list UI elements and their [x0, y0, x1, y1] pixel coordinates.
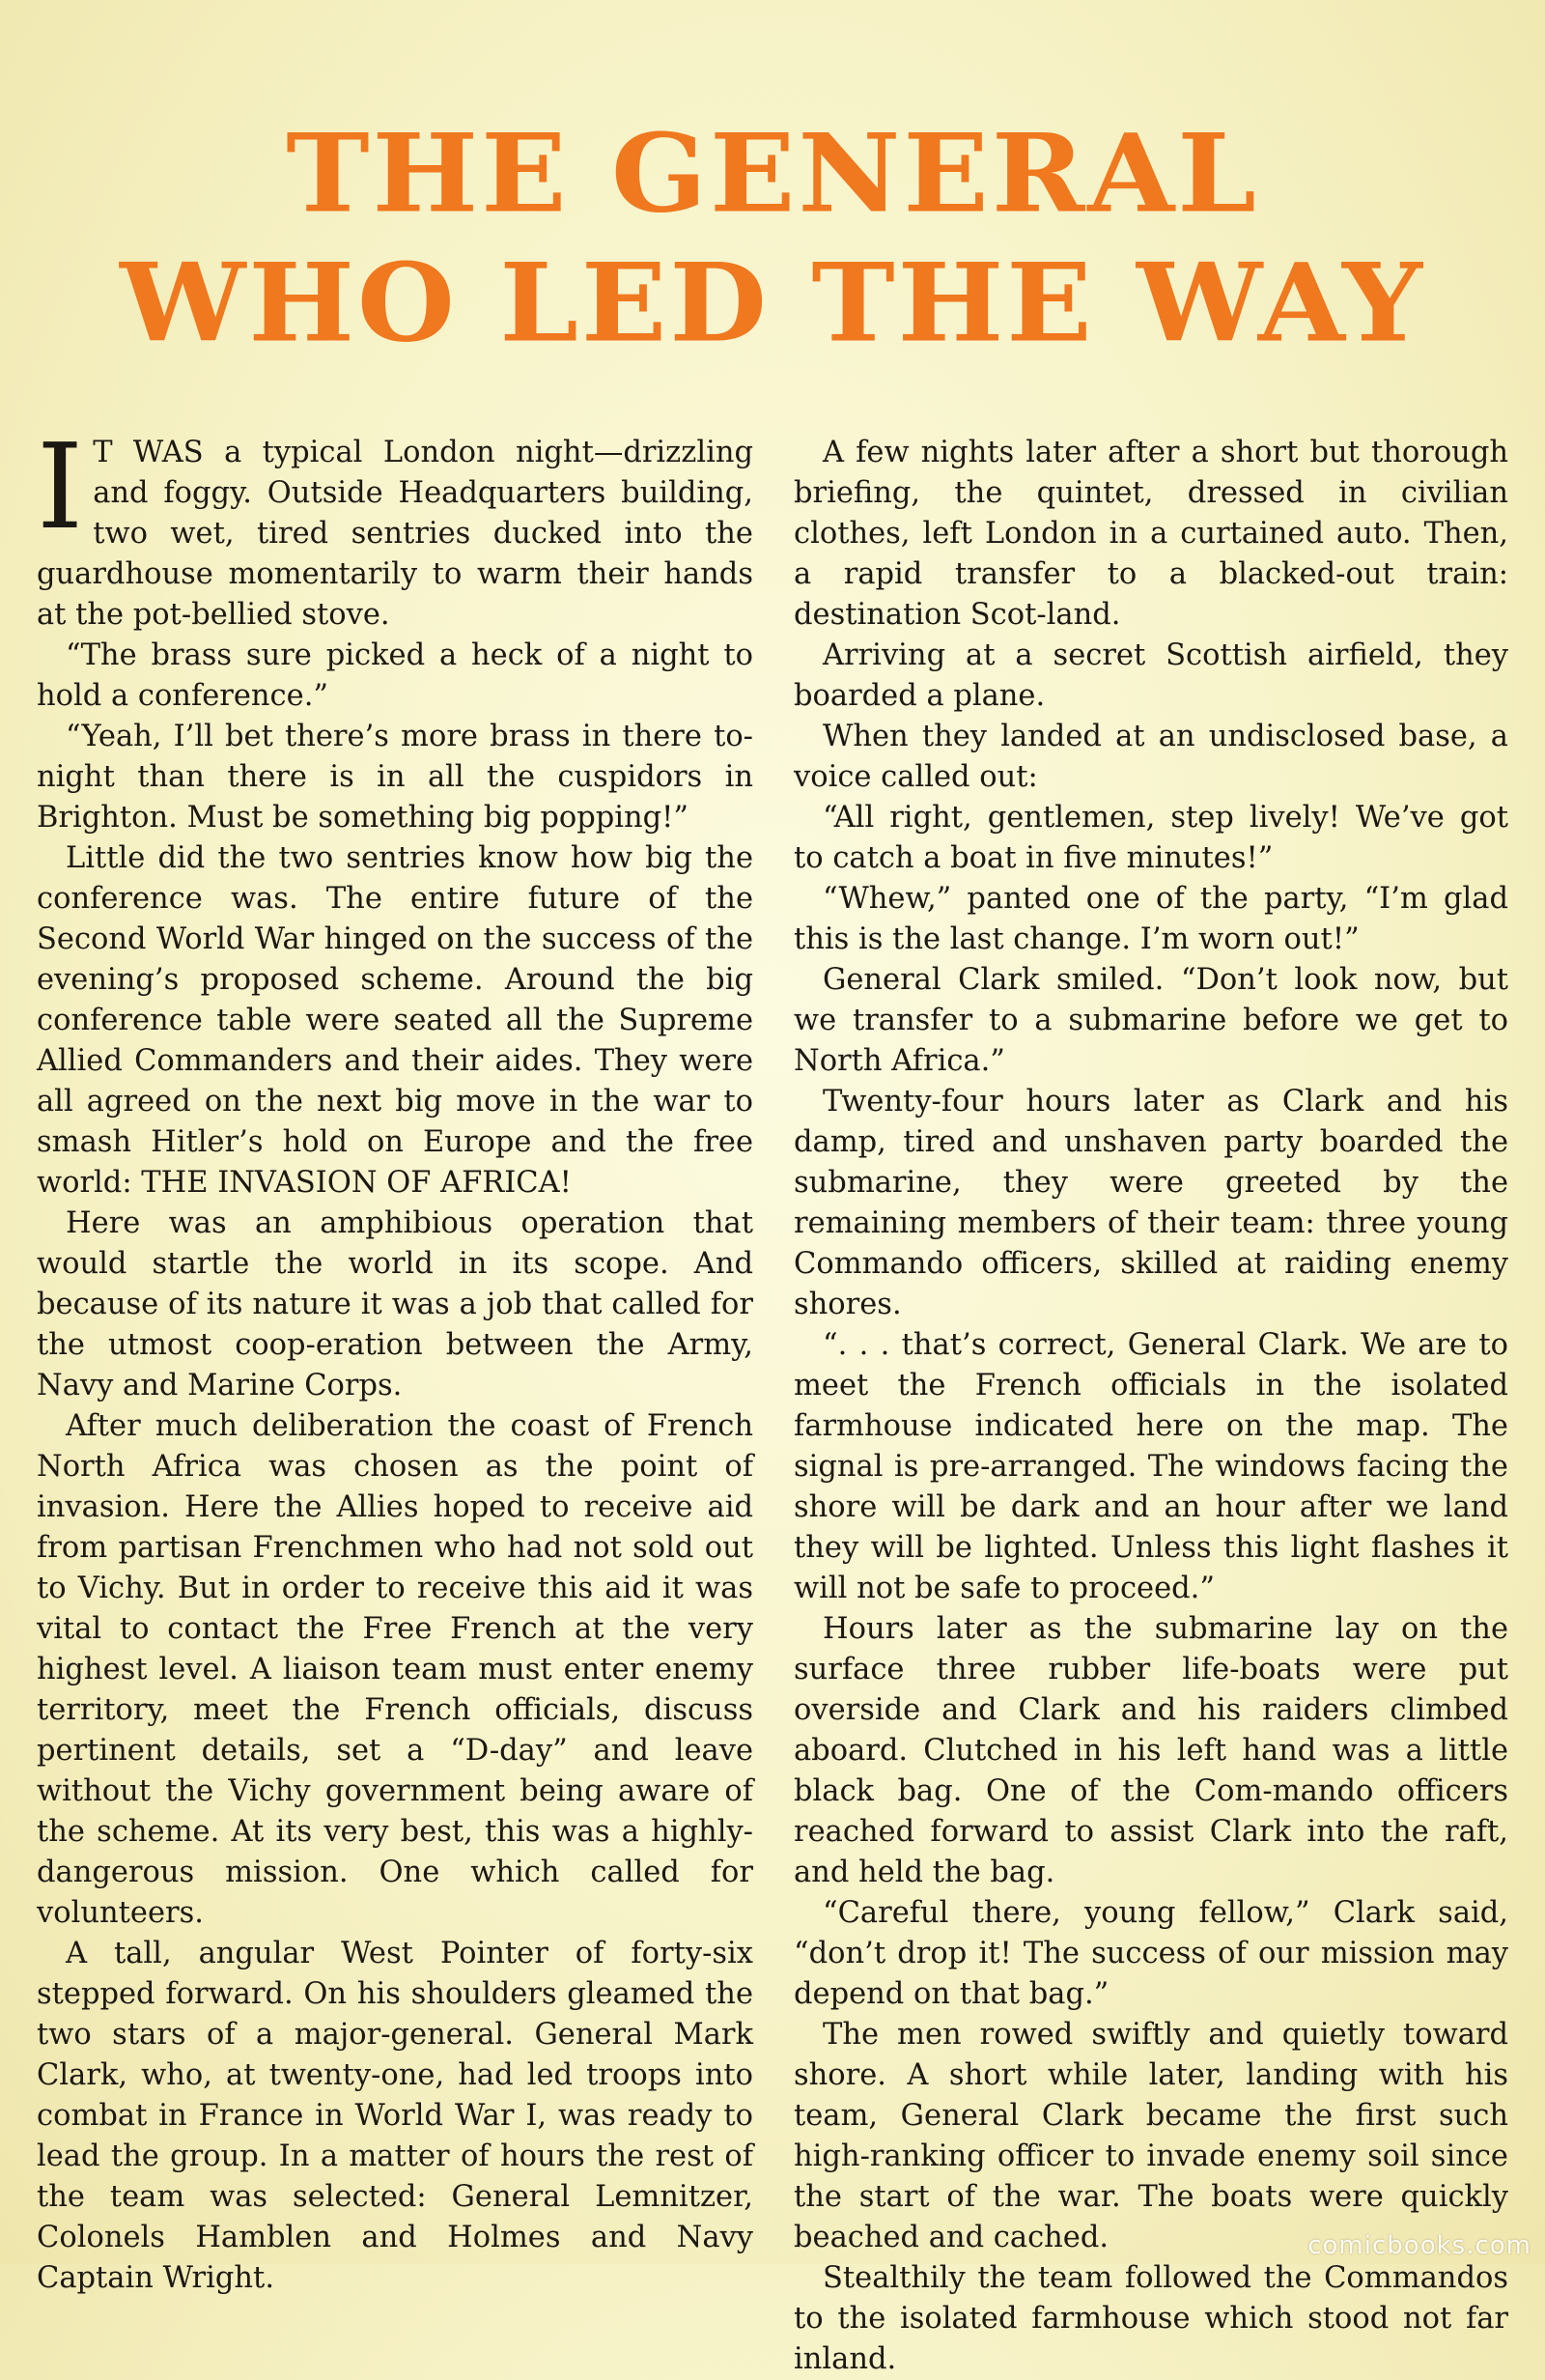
paragraph: “Yeah, I’ll bet there’s more brass in there to-night than there is in all the cuspidors in Brighton. Must be something big popping!”	[37, 720, 753, 835]
paragraph: After much deliberation the coast of French North Africa was chosen as the point of invasion. Here the Allies hoped to receive aid from partisan Frenchmen who had not sold out to Vichy. But in order to receive this aid it was vital to contact the Free French at the very highest level. A liaison team must enter enemy territory, meet the French officials, discuss pertinent details, set a “D-day” and leave without the Vichy government being aware of the scheme. At its very best, this was a highly-dangerous mission. One which called for volunteers.	[37, 1409, 753, 1930]
paragraph-text: T WAS a typical London night—drizzling and foggy. Outside Headquarters building, two wet, tired sentries ducked into the guardhouse momentarily to warm their hands at the pot-bellied stove.	[37, 436, 753, 632]
paragraph: “Careful there, young fellow,” Clark said, “don’t drop it! The success of our mission may depend on that bag.”	[794, 1896, 1508, 2011]
title-line-2: WHO LED THE WAY	[120, 240, 1425, 366]
drop-cap: I	[37, 418, 84, 555]
watermark: comicbooks.com	[1307, 2231, 1531, 2260]
paragraph	[37, 418, 753, 636]
paragraph: A few nights later after a short but thorough briefing, the quintet, dressed in civilian clothes, left London in a curtained auto. Then, a rapid transfer to a blacked-out train: destination Scot-land.	[794, 436, 1508, 632]
paragraph: “Whew,” panted one of the party, “I’m glad this is the last change. I’m worn out!”	[794, 882, 1508, 956]
paragraph: “All right, gentlemen, step lively! We’ve got to catch a boat in five minutes!”	[794, 801, 1508, 875]
paragraph: A tall, angular West Pointer of forty-six stepped forward. On his shoulders gleamed the two stars of a major-general. General Mark Clark, who, at twenty-one, had led troops into combat in France in World War I, was ready to lead the group. In a matter of hours the rest of the team was selected: General Lemnitzer, Colonels Hamblen and Holmes and Navy Captain Wright.	[37, 1937, 753, 2295]
paragraph: General Clark smiled. “Don’t look now, but we transfer to a submarine before we get to North Africa.”	[794, 963, 1508, 1078]
paragraph: Twenty-four hours later as Clark and his damp, tired and unshaven party boarded the submarine, they were greeted by the remaining members of their team: three young Commando officers, skilled at raiding enemy shores.	[794, 1085, 1508, 1321]
right-column	[794, 433, 1508, 2380]
paragraph: Arriving at a secret Scottish airfield, they boarded a plane.	[794, 638, 1508, 713]
paragraph: “. . . that’s correct, General Clark. We are to meet the French officials in the isolated farmhouse indicated here on the map. The signal is pre-arranged. The windows facing the shore will be dark and an hour after we land they will be lighted. Unless this light flashes it will not be safe to proceed.”	[794, 1328, 1508, 1605]
paragraph: The men rowed swiftly and quietly toward shore. A short while later, landing with his team, General Clark became the first such high-ranking officer to invade enemy soil since the start of the war. The boats were quickly beached and cached.	[794, 2018, 1508, 2254]
paragraph: Little did the two sentries know how big the conference was. The entire future of the Second World War hinged on the success of the evening’s proposed scheme. Around the big conference table were seated all the Supreme Allied Commanders and their aides. They were all agreed on the next big move in the war to smash Hitler’s hold on Europe and the free world: THE INVASION OF AFRICA!	[37, 841, 753, 1200]
title-line-1: THE GENERAL	[286, 110, 1259, 237]
left-column	[37, 418, 753, 2299]
paragraph: “The brass sure picked a heck of a night to hold a conference.”	[37, 638, 753, 713]
paragraph: Stealthily the team followed the Commandos to the isolated farmhouse which stood not far inland.	[794, 2261, 1508, 2376]
paragraph: Hours later as the submarine lay on the surface three rubber life-boats were put overside and Clark and his raiders climbed aboard. Clutched in his left hand was a little black bag. One of the Com-mando officers reached forward to assist Clark into the raft, and held the bag.	[794, 1612, 1508, 1889]
paragraph: Here was an amphibious operation that would startle the world in its scope. And because of its nature it was a job that called for the utmost coop-eration between the Army, Navy and Marine Corps.	[37, 1206, 753, 1402]
paragraph: When they landed at an undisclosed base, a voice called out:	[794, 720, 1508, 794]
